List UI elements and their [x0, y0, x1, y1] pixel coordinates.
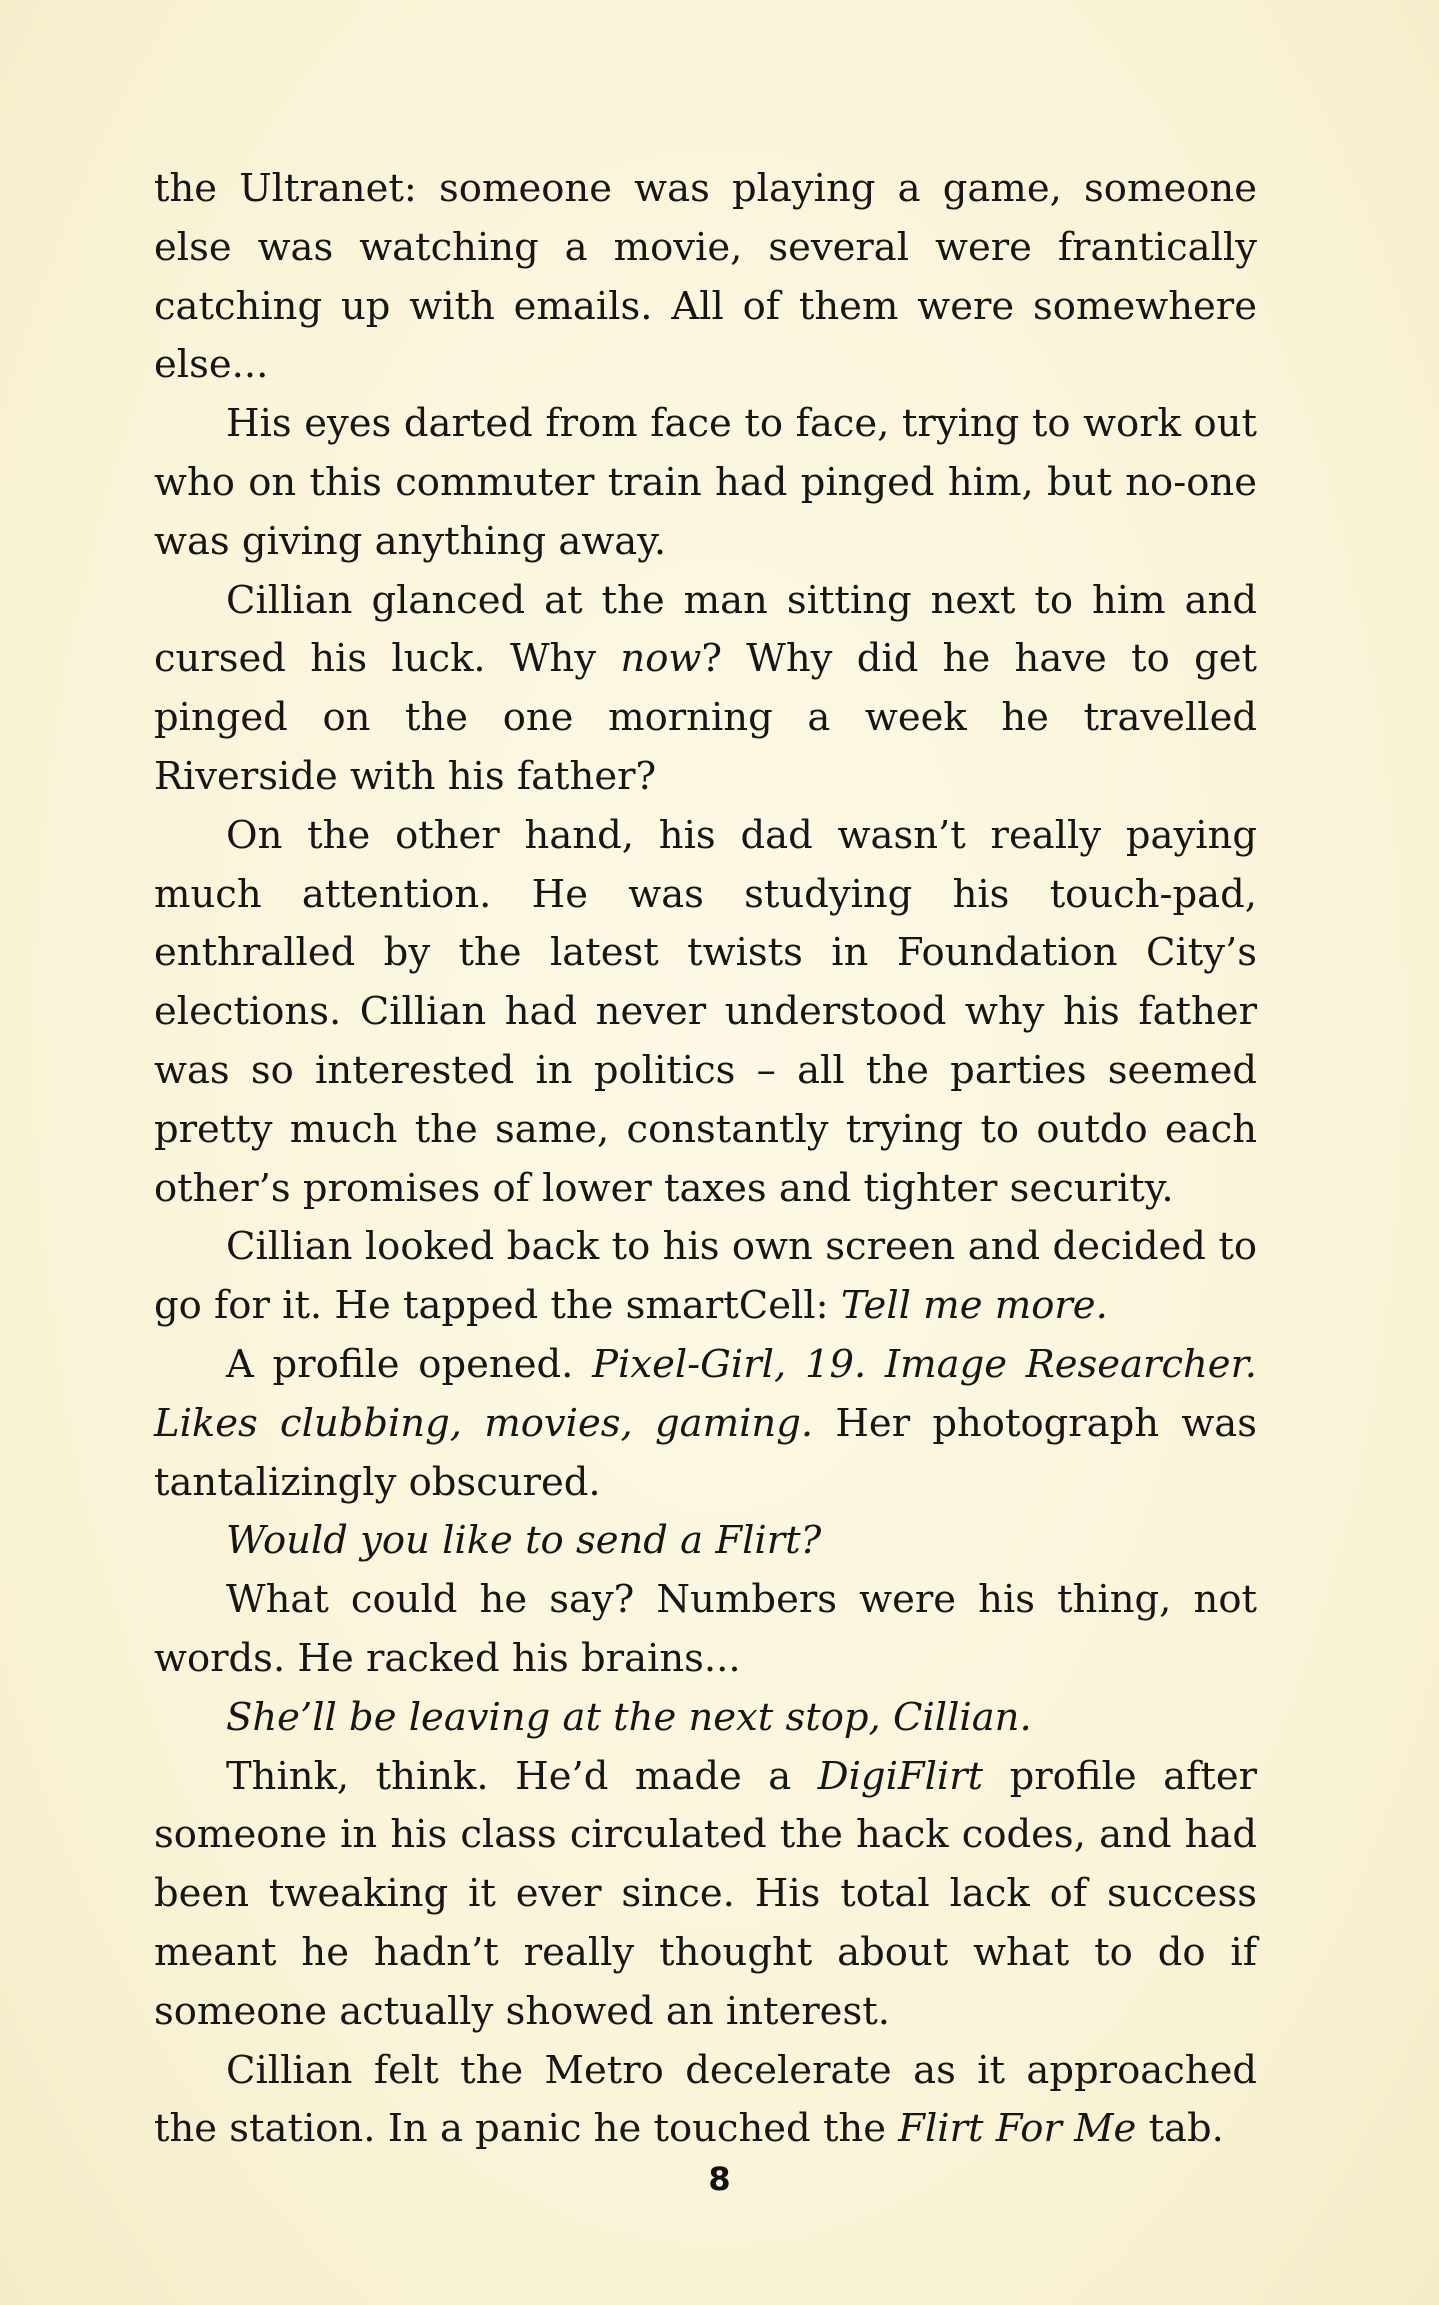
- paragraph-text: tab.: [1136, 2106, 1224, 2152]
- paragraph-3: [154, 572, 1257, 807]
- paragraph-2: [154, 395, 1257, 571]
- paragraph-text: What could he say? Numbers were his thing, not words. He racked his brains...: [154, 1577, 1257, 1681]
- italic-text: Would you like to send a Flirt?: [226, 1518, 822, 1564]
- page-number: 8: [708, 2160, 731, 2198]
- paragraph-7: [154, 1512, 1257, 1571]
- paragraph-text: Cillian looked back to his own screen and decided to go for it. He tapped the smartCell:: [154, 1224, 1257, 1329]
- italic-text: Pixel-Girl, 19. Image Researcher. Likes clubbing, movies, gaming.: [154, 1341, 1257, 1446]
- paragraph-text: profile after someone in his class circulated the hack codes, and had been tweaking it ever since. His total lack of success meant he hadn’t really thought about what to do if someone actually showed an interest.: [154, 1753, 1258, 2034]
- body-text: [154, 160, 1257, 2159]
- paragraph-text: Cillian glanced at the man sitting next to him and cursed his luck. Why: [154, 577, 1257, 682]
- italic-text: Tell me more.: [840, 1283, 1108, 1329]
- italic-text: now: [620, 636, 702, 682]
- italic-text: She’ll be leaving at the next stop, Cillian.: [226, 1694, 1032, 1740]
- paragraph-9: [154, 1689, 1257, 1748]
- paragraph-4: [154, 807, 1257, 1219]
- paragraph-text: On the other hand, his dad wasn’t really paying much attention. He was studying his touch-pad, enthralled by the latest twists in Foundation City’s elections. Cillian had never understood why his father was so interested in politics – all the parties seemed pretty much the same, constantly trying to outdo each other’s promises of lower taxes and tighter security.: [154, 812, 1257, 1211]
- paragraph-text: Her photograph was tantalizingly obscured.: [154, 1400, 1257, 1505]
- paragraph-text: A profile opened.: [226, 1341, 593, 1387]
- paragraph-5: [154, 1218, 1257, 1336]
- paragraph-8: [154, 1571, 1257, 1689]
- paragraph-text: Think, think. He’d made a: [226, 1753, 818, 1799]
- paragraph-text: ? Why did he have to get pinged on the one morning a week he travelled Riverside with his father?: [154, 636, 1257, 799]
- paragraph-1: [154, 160, 1257, 395]
- paragraph-text: His eyes darted from face to face, trying to work out who on this commuter train had pinged him, but no-one was giving anything away.: [154, 401, 1257, 564]
- italic-text: DigiFlirt: [817, 1753, 984, 1799]
- paragraph-text: Cillian felt the Metro decelerate as it approached the station. In a panic he touched the: [154, 2047, 1257, 2152]
- paragraph-10: [154, 1748, 1257, 2042]
- paragraph-text: the Ultranet: someone was playing a game, someone else was watching a movie, several were frantically catching up with emails. All of them were somewhere else...: [154, 166, 1257, 388]
- italic-text: Flirt For Me: [898, 2106, 1137, 2152]
- paragraph-11: [154, 2042, 1257, 2160]
- paragraph-6: [154, 1336, 1257, 1512]
